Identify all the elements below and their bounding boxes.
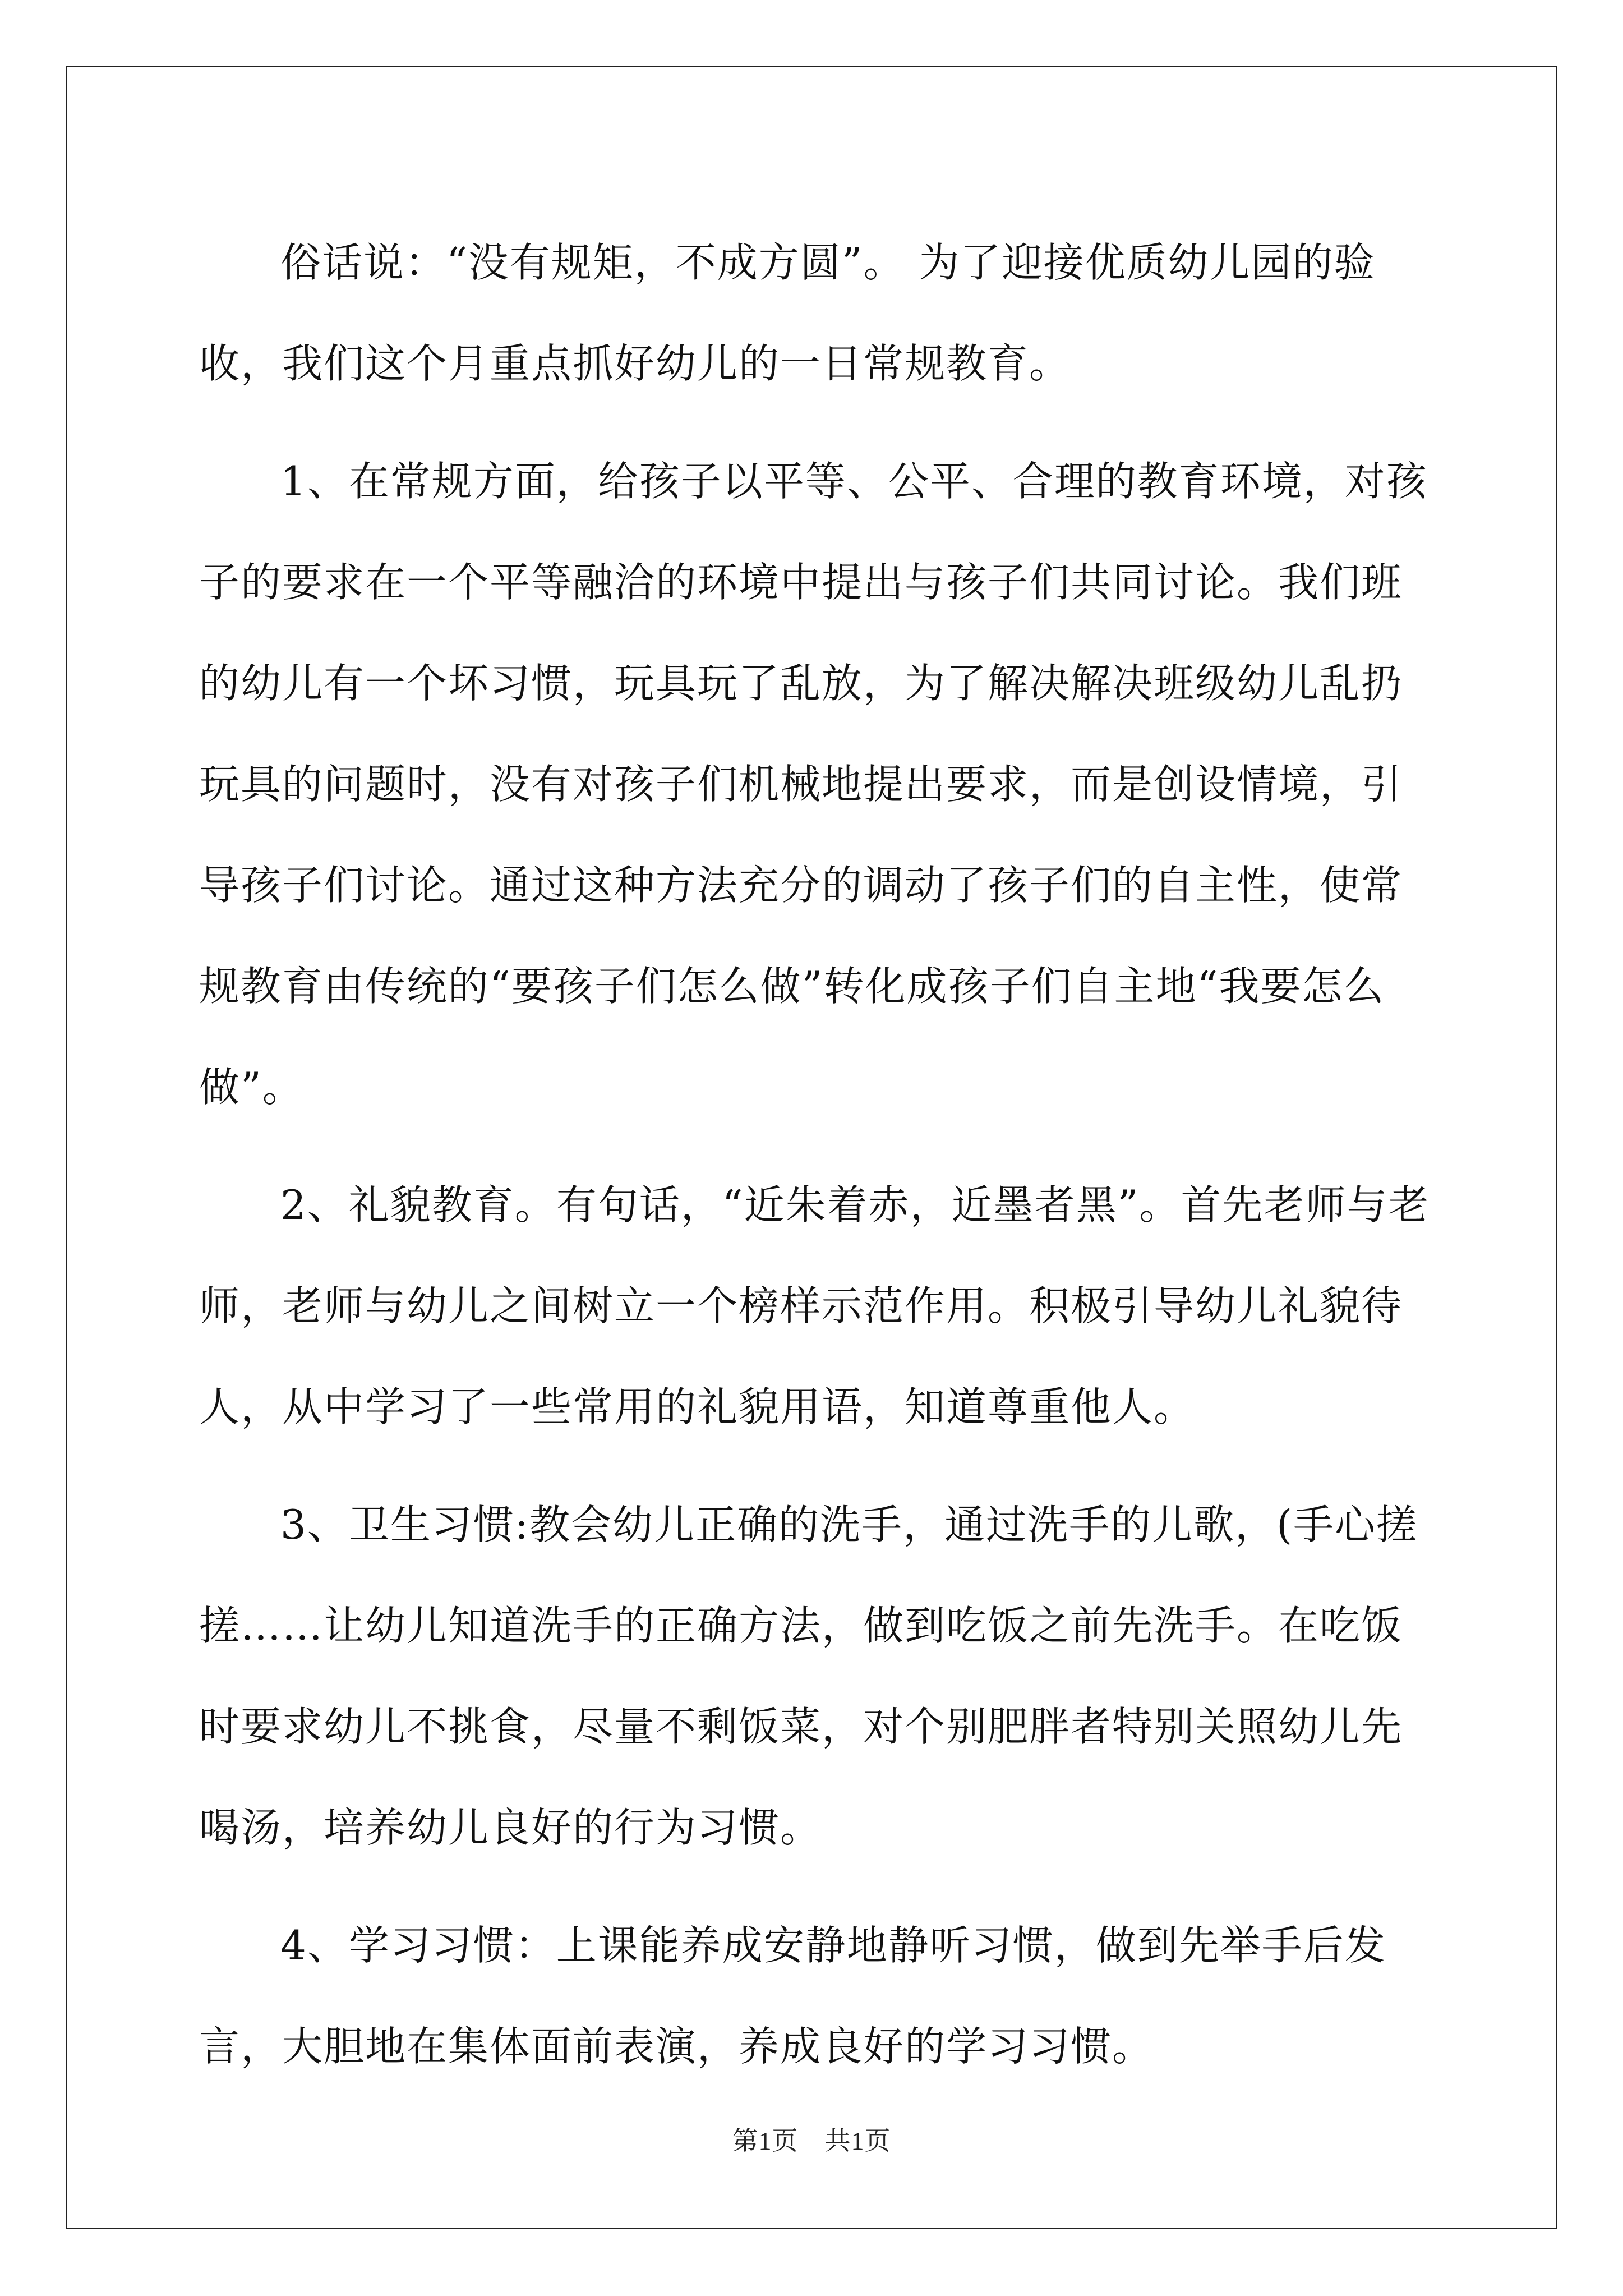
paragraph-intro: 俗话说：“没有规矩，不成方圆”。 为了迎接优质幼儿园的验收，我们这个月重点抓好幼儿的一日常规教育。 xyxy=(199,239,1376,387)
paragraph-manners: 2、礼貌教育。有句话，“近朱着赤，近墨者黑”。首先老师与老师，老师与幼儿之间树立一个榜样示范作用。积极引导幼儿礼貌待人，从中学习了一些常用的礼貌用语，知道尊重他人。 xyxy=(199,1181,1430,1430)
paragraph-study: 4、学习习惯：上课能养成安静地静听习惯，做到先举手后发言，大胆地在集体面前表演，养成良好的学习习惯。 xyxy=(199,1922,1386,2070)
paragraph-hygiene: 3、卫生习惯:教会幼儿正确的洗手，通过洗手的儿歌，(手心搓搓……让幼儿知道洗手的正确方法，做到吃饭之前先洗手。在吃饭时要求幼儿不挑食，尽量不剩饭菜，对个别肥胖者特别关照幼儿先喝汤，培养幼儿良好的行为习惯。 xyxy=(199,1501,1418,1851)
page-number-footer: 第1页 共1页 xyxy=(732,2127,891,2155)
paragraph-routine: 1、在常规方面，给孩子以平等、公平、合理的教育环境，对孩子的要求在一个平等融洽的环境中提出与孩子们共同讨论。我们班的幼儿有一个坏习惯，玩具玩了乱放，为了解决解决班级幼儿乱扔玩具的问题时，没有对孩子们机械地提出要求，而是创设情境，引导孩子们讨论。通过这种方法充分的调动了孩子们的自主性，使常规教育由传统的“要孩子们怎么做”转化成孩子们自主地“我要怎么做”。 xyxy=(199,458,1428,1111)
document-body xyxy=(199,212,1438,2097)
